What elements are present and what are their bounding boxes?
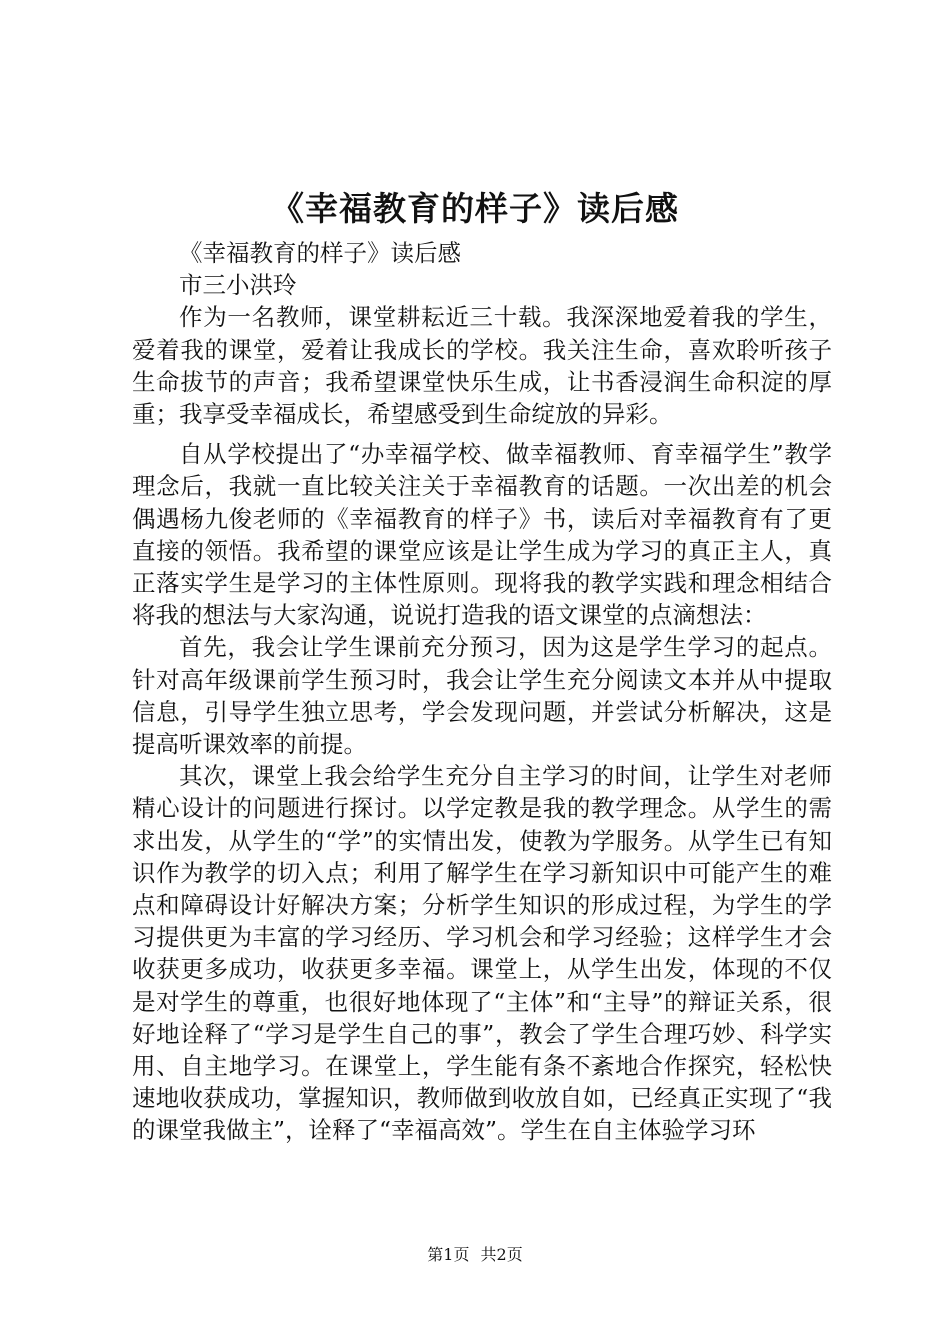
document-body bbox=[132, 237, 832, 1147]
author-paragraph: 市三小洪玲 bbox=[179, 271, 297, 300]
body-paragraph: 其次，课堂上我会给学生充分自主学习的时间，让学生对老师精心设计的问题进行探讨。以学定教是我的教学理念。从学生的需求出发，从学生的“学”的实情出发，使教为学服务。从学生已有知识作为教学的切入点；利用了解学生在学习新知识中可能产生的难点和障碍设计好解决方案；分析学生知识的形成过程，为学生的学习提供更为丰富的学习经历、学习机会和学习经验；这样学生才会收获更多成功，收获更多幸福。课堂上，从学生出发，体现的不仅是对学生的尊重，也很好地体现了“主体”和“主导”的辩证关系，很好地诠释了“学习是学生自己的事”，教会了学生合理巧妙、科学实用、自主地学习。在课堂上，学生能有条不紊地合作探究，轻松快速地收获成功，掌握知识，教师做到收放自如，已经真正实现了“我的课堂我做主”，诠释了“幸福高效”。学生在自主体验学习环 bbox=[132, 762, 832, 1145]
document-title: 《幸福教育的样子》读后感 bbox=[271, 189, 679, 228]
page-total: 共2页 bbox=[480, 1245, 523, 1264]
body-paragraph: 首先，我会让学生课前充分预习，因为这是学生学习的起点。针对高年级课前学生预习时，我会让学生充分阅读文本并从中提取信息，引导学生独立思考，学会发现问题，并尝试分析解决，这是提高听课效率的前提。 bbox=[132, 633, 832, 759]
subtitle-paragraph: 《幸福教育的样子》读后感 bbox=[179, 239, 461, 267]
body-paragraph: 自从学校提出了“办幸福学校、做幸福教师、育幸福学生”教学理念后，我就一直比较关注关于幸福教育的话题。一次出差的机会偶遇杨九俊老师的《幸福教育的样子》书，读后对幸福教育有了更直接的领悟。我希望的课堂应该是让学生成为学习的真正主人，真正落实学生是学习的主体性原则。现将我的教学实践和理念相结合将我的想法与大家沟通，说说打造我的语文课堂的点滴想法： bbox=[132, 440, 832, 630]
body-paragraph: 作为一名教师，课堂耕耘近三十载。我深深地爱着我的学生，爱着我的课堂，爱着让我成长的学校。我关注生命，喜欢聆听孩子生命拔节的声音；我希望课堂快乐生成，让书香浸润生命积淀的厚重；我享受幸福成长，希望感受到生命绽放的异彩。 bbox=[132, 303, 832, 429]
page-footer bbox=[0, 1244, 950, 1266]
page-number: 第1页 bbox=[427, 1245, 470, 1264]
